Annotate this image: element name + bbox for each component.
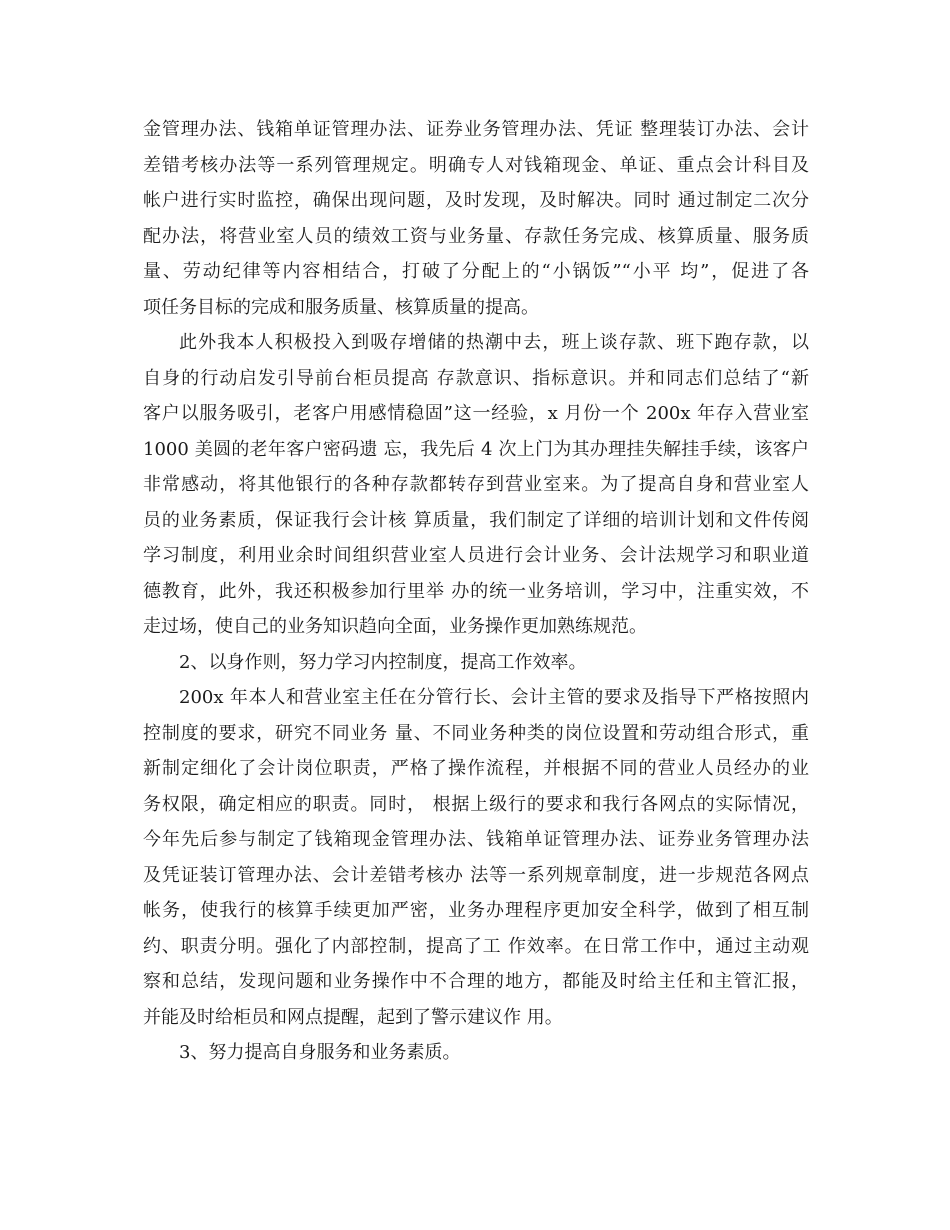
- text-line: 配办法，将营业室人员的绩效工资与业务量、存款任务完成、核算质量、服务质: [143, 225, 809, 247]
- text-line: 非常感动，将其他银行的各种存款都转存到营业室来。为了提高自身和营业室人: [143, 474, 809, 495]
- paragraph: [143, 680, 809, 1035]
- paragraph: [143, 1035, 809, 1071]
- text-line: 客户以服务吸引，老客户用感情稳固”这一经验，x 月份一个 200x 年存入营业室: [143, 403, 809, 424]
- text-line: 帐户进行实时监控，确保出现问题，及时发现，及时解决。同时 通过制定二次分: [143, 190, 809, 211]
- text-line: 此外我本人积极投入到吸存增储的热潮中去，班上谈存款、班下跑存款，以: [179, 332, 809, 353]
- text-line: 德教育，此外，我还积极参加行里举 办的统一业务培训，学习中，注重实效，不: [143, 580, 809, 602]
- text-line: 走过场，使自己的业务知识趋向全面，业务操作更加熟练规范。: [143, 616, 647, 637]
- text-line: 员的业务素质，保证我行会计核 算质量，我们制定了详细的培训计划和文件传阅: [143, 509, 809, 531]
- text-line: 金管理办法、钱箱单证管理办法、证券业务管理办法、凭证 整理装订办法、会计: [143, 119, 809, 140]
- text-line: 量、劳动纪律等内容相结合，打破了分配上的“小锅饭”“小平 均”，促进了各: [143, 261, 809, 282]
- paragraph: [143, 645, 809, 681]
- document-body: [143, 112, 809, 1071]
- text-line: 并能及时给柜员和网点提醒，起到了警示建议作 用。: [143, 1006, 563, 1028]
- text-line: 2、以身作则，努力学习内控制度，提高工作效率。: [179, 651, 587, 673]
- text-line: 帐务，使我行的核算手续更加严密，业务办理程序更加安全科学，做到了相互制: [143, 900, 809, 921]
- text-line: 200x 年本人和营业室主任在分管行长、会计主管的要求及指导下严格按照内: [179, 687, 809, 708]
- text-line: 察和总结，发现问题和业务操作中不合理的地方，都能及时给主任和主管汇报，: [143, 971, 809, 992]
- text-line: 约、职责分明。强化了内部控制，提高了工 作效率。在日常工作中，通过主动观: [143, 935, 809, 957]
- text-line: 今年先后参与制定了钱箱现金管理办法、钱箱单证管理办法、证券业务管理办法: [143, 829, 809, 850]
- text-line: 及凭证装订管理办法、会计差错考核办 法等一系列规章制度，进一步规范各网点: [143, 864, 809, 886]
- paragraph: [143, 325, 809, 645]
- text-line: 务权限，确定相应的职责。同时， 根据上级行的要求和我行各网点的实际情况，: [143, 793, 809, 815]
- text-line: 学习制度，利用业余时间组织营业室人员进行会计业务、会计法规学习和职业道: [143, 545, 809, 566]
- text-line: 自身的行动启发引导前台柜员提高 存款意识、指标意识。并和同志们总结了“新: [143, 367, 809, 389]
- text-line: 控制度的要求，研究不同业务 量、不同业务种类的岗位设置和劳动组合形式，重: [143, 722, 809, 744]
- text-line: 差错考核办法等一系列管理规定。明确专人对钱箱现金、单证、重点会计科目及: [143, 154, 809, 176]
- text-line: 新制定细化了会计岗位职责，严格了操作流程，并根据不同的营业人员经办的业: [143, 758, 809, 779]
- paragraph: [143, 112, 809, 325]
- text-line: 1000 美圆的老年客户密码遗 忘，我先后 4 次上门为其办理挂失解挂手续，该客户: [143, 438, 809, 460]
- text-line: 3、努力提高自身服务和业务素质。: [179, 1042, 461, 1063]
- text-line: 项任务目标的完成和服务质量、核算质量的提高。: [143, 296, 539, 318]
